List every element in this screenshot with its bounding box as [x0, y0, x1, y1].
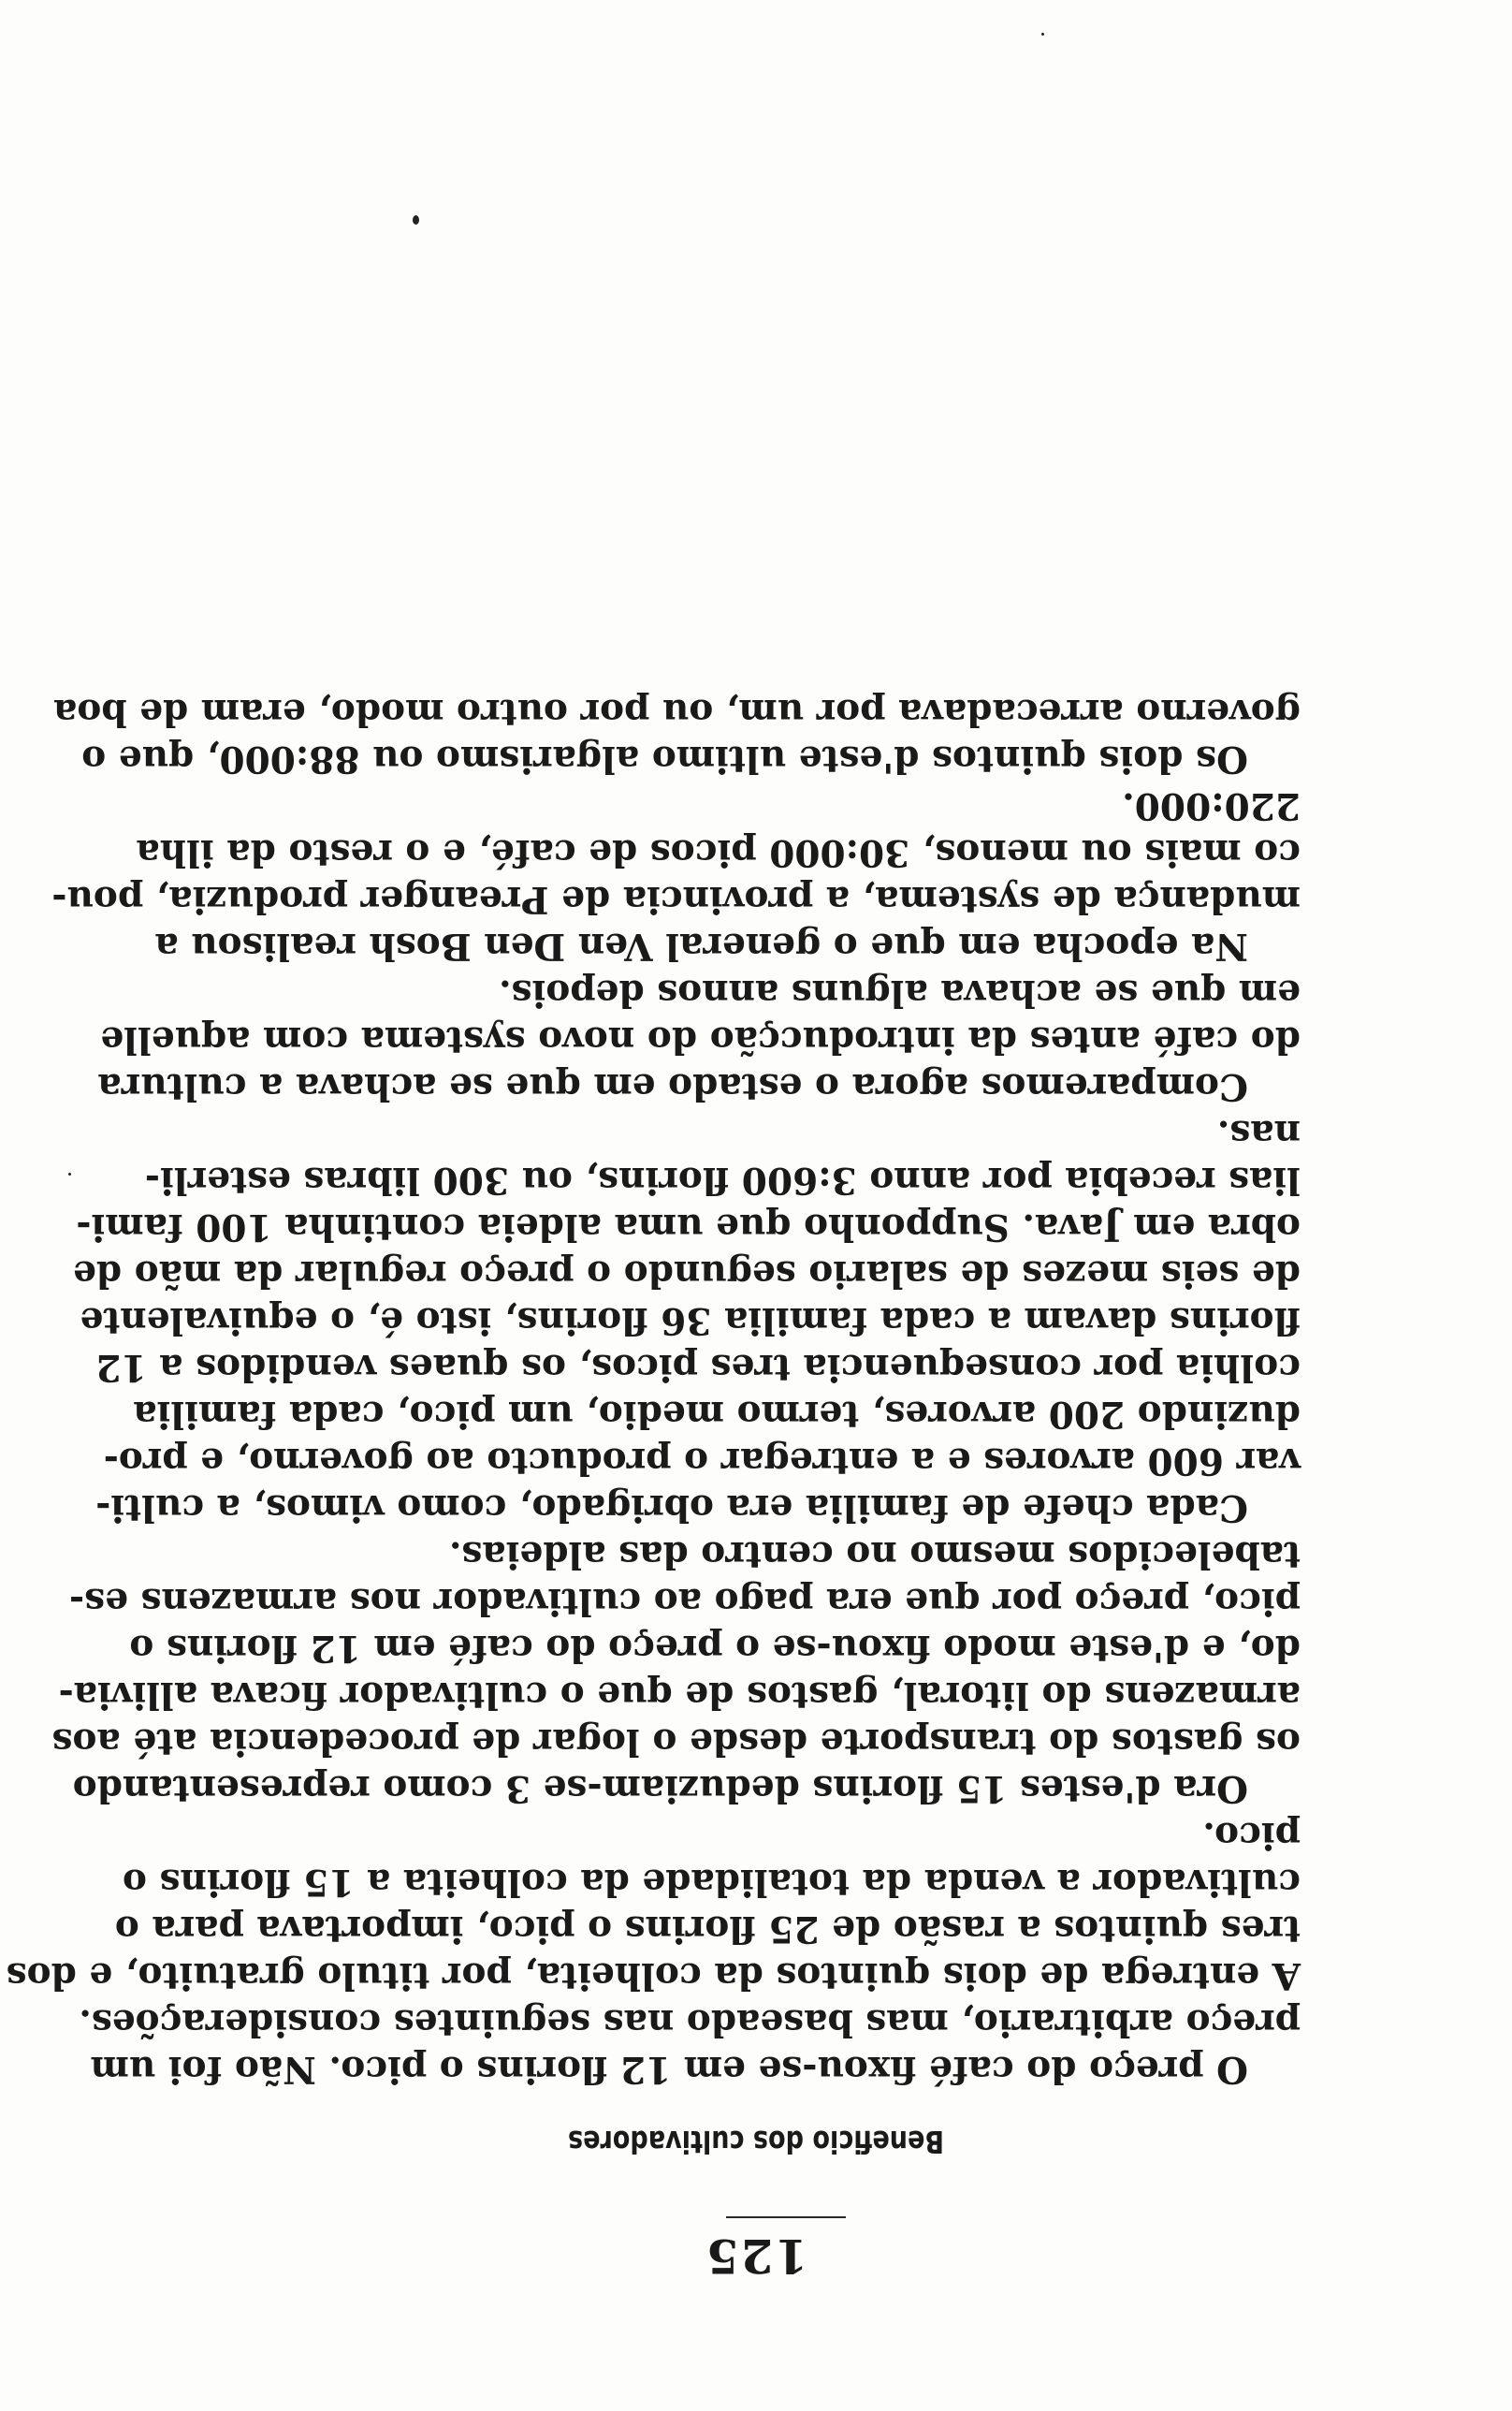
- text-line: do, e d'este modo fixou-se o preço do café em 12 florins o: [129, 1627, 1301, 1670]
- text-line: nas.: [1216, 1112, 1301, 1155]
- ink-speck: [413, 215, 419, 225]
- text-line: de seis mezes de salario segundo o preço regular da mão de: [73, 1252, 1301, 1295]
- text-line: em que se achava alguns annos depois.: [498, 972, 1301, 1015]
- text-line: tres quintos a rasão de 25 florins o pico, importava para o: [114, 1907, 1301, 1951]
- text-line: mudança de systema, a provincia de Preanger produzia, pou-: [51, 878, 1301, 921]
- page-number: 125: [704, 2228, 808, 2284]
- text-line: governo arrecadava por um, ou por outro modo, eram de boa: [53, 691, 1301, 734]
- text-line: pico.: [1202, 1814, 1301, 1857]
- text-line: Cada chefe de familia era obrigado, como vimos, a culti-: [95, 1486, 1248, 1529]
- text-line: Os dois quintos d'este ultimo algarismo ou 88:000, que o: [81, 738, 1248, 781]
- text-line: duzindo 200 arvores, termo medio, um pico, cada familia: [133, 1393, 1301, 1436]
- text-line: co mais ou menos, 30:000 picos de café, e o resto da ilha: [136, 831, 1301, 874]
- text-line: tabelecidos mesmo no centro das aldeias.: [448, 1533, 1301, 1576]
- page-number-rule: [726, 2216, 846, 2218]
- ink-speck: [68, 1173, 71, 1176]
- text-line: florins davam a cada familia 36 florins, isto é, o equivalente: [80, 1299, 1301, 1342]
- section-heading: Beneficio dos cultivadores: [568, 2124, 944, 2160]
- text-line: os gastos do transporte desde o logar de procedencia até aos: [51, 1720, 1301, 1763]
- text-line: Na epocha em que o general Ven Den Bosh realisou a: [154, 925, 1248, 968]
- text-line: lias recebia por anno 3:600 florins, ou 300 libras esterli-: [144, 1159, 1301, 1202]
- text-line: Ora d'estes 15 florins deduziam-se 3 como representando: [72, 1767, 1248, 1810]
- ink-speck: [1041, 33, 1044, 36]
- text-line: preço arbitrario, mas baseado nas seguintes considerações.: [79, 2001, 1301, 2044]
- text-line: do café antes da introducção do novo systema com aquelle: [100, 1018, 1301, 1061]
- text-line: colhia por consequencia tres picos, os quaes vendidos a 12: [95, 1346, 1301, 1389]
- text-line: var 600 arvores e a entregar o producto ao governo, e pro-: [103, 1439, 1301, 1483]
- text-line: Comparemos agora o estado em que se achava a cultura: [97, 1065, 1248, 1108]
- text-line: cultivador a venda da totalidade da colheita a 15 florins o: [122, 1861, 1301, 1904]
- text-line: armazens do litoral, gastos de que o cultivador ficava allivia-: [58, 1673, 1301, 1717]
- text-line: 220:000.: [1122, 784, 1301, 827]
- text-line: obra em Java. Supponho que uma aldeia continha 100 fami-: [76, 1206, 1301, 1249]
- text-line: O preço do café fixou-se em 12 florins o pico. Não foi um: [90, 2048, 1248, 2091]
- text-line: pico, preço por que era pago ao cultivador nos armazens es-: [68, 1580, 1301, 1623]
- text-line: A entrega de dois quintos da colheita, por titulo gratuito, e dos: [6, 1954, 1301, 1997]
- body-text: [6, 689, 1301, 2093]
